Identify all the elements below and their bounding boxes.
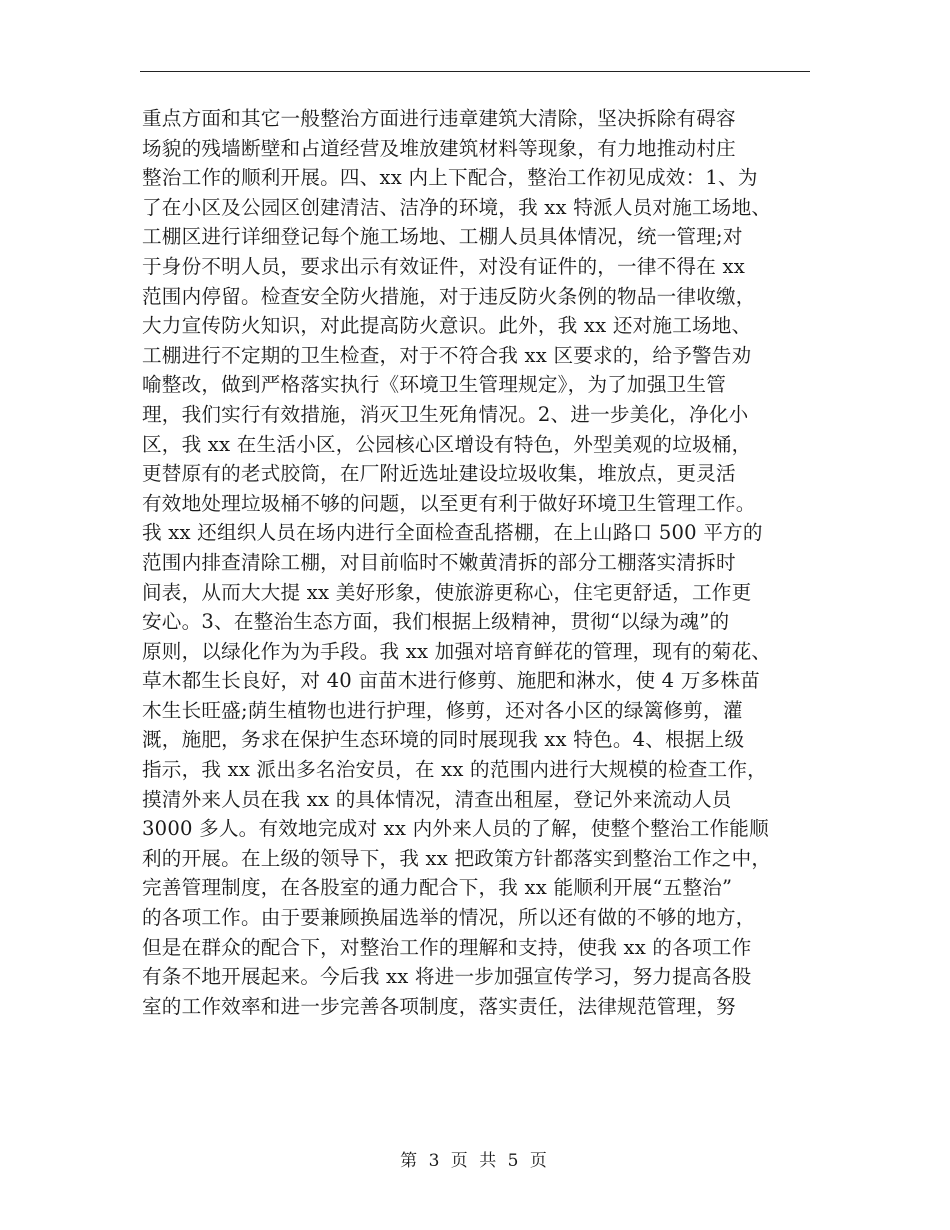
text-line: 区，我 xx 在生活小区，公园核心区增设有特色，外型美观的垃圾桶，	[142, 432, 752, 456]
text-line: 草木都生长良好，对 40 亩苗木进行修剪、施肥和淋水，使 4 万多株苗	[142, 669, 760, 693]
text-line: 有效地处理垃圾桶不够的问题，以至更有利于做好环境卫生管理工作。	[142, 491, 756, 515]
text-line: 的各项工作。由于要兼顾换届选举的情况，所以还有做的不够的地方，	[142, 906, 756, 930]
text-line: 溉，施肥，务求在保护生态环境的同时展现我 xx 特色。4、根据上级	[142, 728, 745, 752]
text-line: 原则，以绿化作为为手段。我 xx 加强对培育鲜花的管理，现有的菊花、	[142, 639, 772, 663]
text-line: 安心。3、在整治生态方面，我们根据上级精神，贯彻“以绿为魂”的	[142, 610, 730, 634]
text-line: 但是在群众的配合下，对整治工作的理解和支持，使我 xx 的各项工作	[142, 935, 752, 959]
text-line: 指示，我 xx 派出多名治安员，在 xx 的范围内进行大规模的检查工作，	[142, 758, 767, 782]
text-line: 更替原有的老式胶筒，在厂附近选址建设垃圾收集，堆放点，更灵活	[142, 462, 736, 486]
text-line: 室的工作效率和进一步完善各项制度，落实责任，法律规范管理，努	[142, 994, 736, 1018]
text-line: 利的开展。在上级的领导下，我 xx 把政策方针都落实到整治工作之中，	[142, 846, 772, 870]
text-line: 整治工作的顺利开展。四、xx 内上下配合，整治工作初见成效：1、为	[142, 166, 758, 190]
text-line: 工棚进行不定期的卫生检查，对于不符合我 xx 区要求的，给予警告劝	[142, 343, 752, 367]
text-line: 3000 多人。有效地完成对 xx 内外来人员的了解，使整个整治工作能顺	[142, 817, 769, 841]
text-line: 有条不地开展起来。今后我 xx 将进一步加强宣传学习，努力提高各股	[142, 965, 752, 989]
text-line: 完善管理制度，在各股室的通力配合下，我 xx 能顺利开展“五整治”	[142, 876, 733, 900]
text-line: 理，我们实行有效措施，消灭卫生死角情况。2、进一步美化，净化小	[142, 402, 749, 426]
text-line: 大力宣传防火知识，对此提高防火意识。此外，我 xx 还对施工场地、	[142, 314, 752, 338]
text-line: 于身份不明人员，要求出示有效证件，对没有证件的，一律不得在 xx	[142, 254, 745, 278]
text-line: 摸清外来人员在我 xx 的具体情况，清查出租屋，登记外来流动人员	[142, 787, 732, 811]
text-line: 重点方面和其它一般整治方面进行违章建筑大清除，坚决拆除有碍容	[142, 107, 736, 130]
page-footer: 第 3 页 共 5 页	[400, 1151, 550, 1171]
text-line: 工棚区进行详细登记每个施工场地、工棚人员具体情况，统一管理;对	[142, 225, 743, 249]
text-line: 间表，从而大大提 xx 美好形象，使旅游更称心，住宅更舒适，工作更	[142, 580, 752, 604]
text-line: 木生长旺盛;荫生植物也进行护理，修剪，还对各小区的绿篱修剪，灌	[142, 698, 743, 722]
header-rule	[140, 71, 810, 72]
text-line: 了在小区及公园区创建清洁、洁净的环境，我 xx 特派人员对施工场地、	[142, 195, 772, 219]
text-line: 喻整改，做到严格落实执行《环境卫生管理规定》，为了加强卫生管	[142, 373, 727, 397]
document-body	[142, 104, 810, 1021]
text-line: 范围内停留。检查安全防火措施，对于违反防火条例的物品一律收缴，	[142, 284, 756, 308]
text-line: 场貌的残墙断壁和占道经营及堆放建筑材料等现象，有力地推动村庄	[142, 136, 736, 160]
text-line: 范围内排查清除工棚，对目前临时不嫩黄清拆的部分工棚落实清拆时	[142, 550, 736, 574]
text-line: 我 xx 还组织人员在场内进行全面检查乱搭棚，在上山路口 500 平方的	[142, 521, 763, 545]
